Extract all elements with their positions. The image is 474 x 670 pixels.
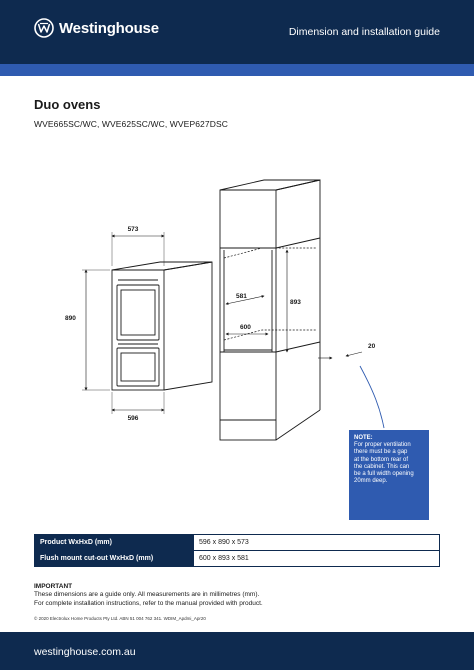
- cabinet-outline: [220, 180, 320, 440]
- dim-label-oven-width: 596: [127, 415, 139, 422]
- dim-label-cutout-width: 600: [240, 324, 251, 331]
- brand-name: Westinghouse: [59, 19, 159, 37]
- website-link[interactable]: westinghouse.com.au: [34, 646, 136, 658]
- dim-oven-width: [112, 392, 164, 422]
- dim-cutout-depth: [226, 293, 264, 304]
- note-line: 20mm deep.: [354, 478, 388, 485]
- specs-table: [34, 534, 440, 567]
- note-line: be a full width opening: [354, 471, 414, 478]
- note-title: NOTE:: [354, 435, 373, 441]
- important-line: For complete installation instructions, refer to the manual provided with product.: [34, 600, 263, 607]
- note-line: there must be a gap: [354, 449, 408, 456]
- header-title: Dimension and installation guide: [288, 26, 440, 38]
- ventilation-note: [349, 430, 429, 520]
- oven-outline: [112, 262, 212, 390]
- footer-bar: [0, 632, 474, 670]
- dim-label-oven-depth: 573: [127, 226, 139, 233]
- dim-label-cutout-depth: 581: [236, 293, 247, 300]
- dim-gap: [318, 343, 376, 358]
- copyright-text: © 2020 Electrolux Home Products Pty Ltd. ABN 51 004 762 341. WDIM_Apdmi_Apr20: [34, 616, 206, 621]
- note-line: at the bottom rear of: [354, 456, 409, 463]
- dim-label-cutout-height: 893: [290, 299, 301, 306]
- note-line: the cabinet. This can: [354, 463, 410, 470]
- dim-label-oven-height: 890: [65, 315, 76, 322]
- spec-label: Product WxHxD (mm): [35, 535, 194, 551]
- spec-value: 596 x 890 x 573: [194, 535, 440, 551]
- model-numbers: WVE665SC/WC, WVE625SC/WC, WVEP627DSC: [34, 119, 228, 129]
- note-line: For proper ventilation: [354, 442, 411, 449]
- dim-label-gap: 20: [368, 343, 376, 350]
- dim-cutout-width: [226, 324, 268, 334]
- table-row: [35, 551, 440, 567]
- dim-oven-depth: [112, 226, 164, 266]
- important-line: These dimensions are a guide only. All measurements are in millimetres (mm).: [34, 591, 260, 598]
- document-title: Duo ovens: [34, 97, 101, 112]
- dim-cutout-height: [287, 250, 301, 352]
- spec-value: 600 x 893 x 581: [194, 551, 440, 567]
- dim-oven-height: [65, 270, 110, 390]
- important-heading: IMPORTANT: [34, 583, 73, 590]
- note-leader-line: [360, 366, 384, 428]
- table-row: [35, 535, 440, 551]
- spec-label: Flush mount cut-out WxHxD (mm): [35, 551, 194, 567]
